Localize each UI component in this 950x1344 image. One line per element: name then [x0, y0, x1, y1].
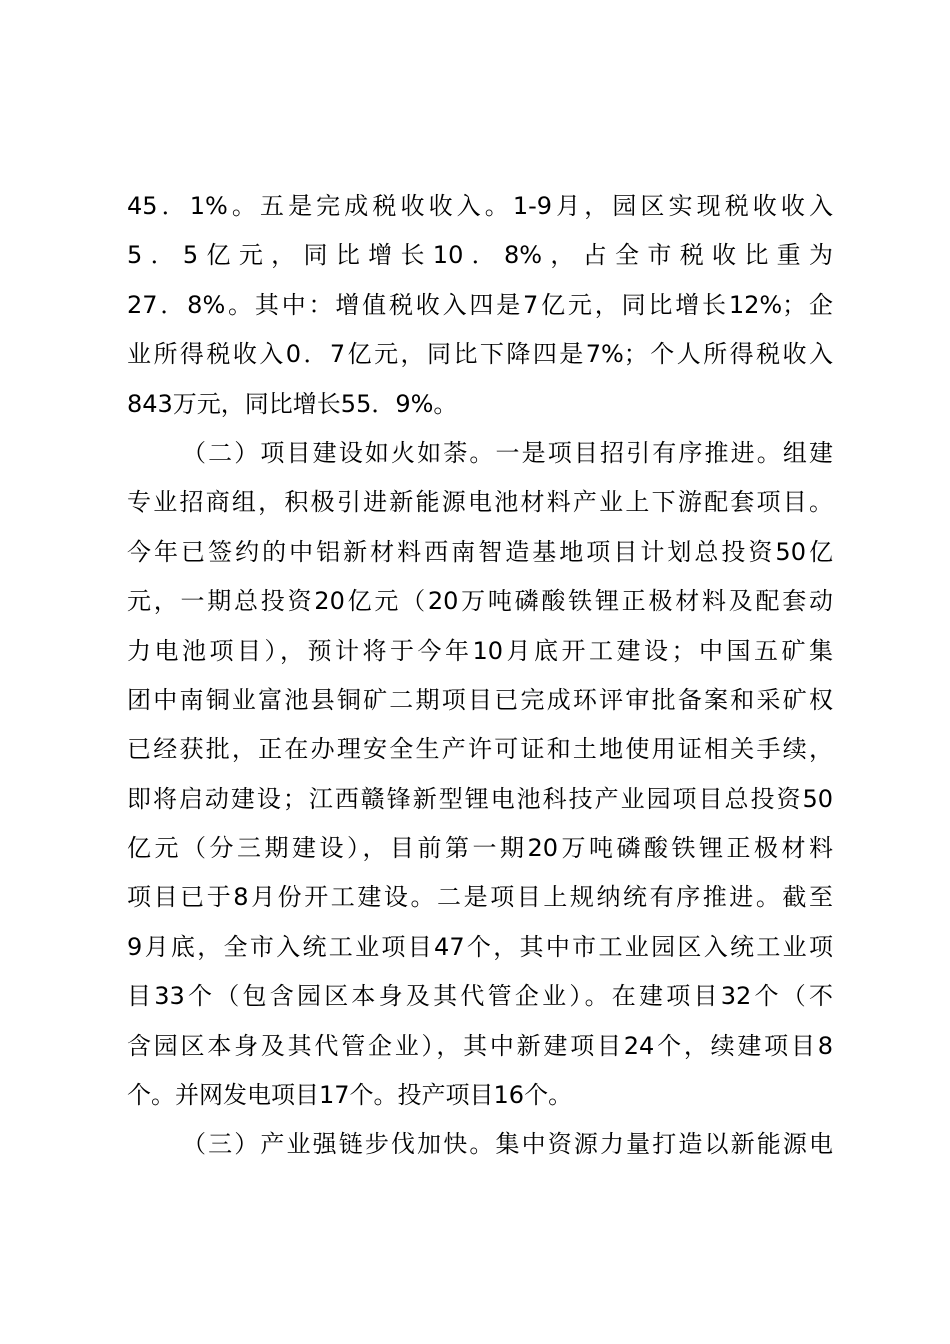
text-line-11: 团中南铜业富池县铜矿二期项目已完成环评审批备案和采矿权	[127, 685, 833, 714]
text-line-10: 力电池项目），预计将于今年10月底开工建设；中国五矿集	[127, 636, 833, 665]
text-line-5: 843万元，同比增长55．9%。	[127, 389, 458, 418]
text-line-7: 专业招商组，积极引进新能源电池材料产业上下游配套项目。	[127, 488, 833, 517]
text-line-9: 元，一期总投资20亿元（20万吨磷酸铁锂正极材料及配套动	[127, 587, 833, 616]
text-line-1: 45．1%。五是完成税收收入。1-9月，园区实现税收收入	[127, 192, 833, 220]
text-line-14: 亿元（分三期建设），目前第一期20万吨磷酸铁锂正极材料	[127, 834, 833, 863]
text-line-12: 已经获批，正在办理安全生产许可证和土地使用证相关手续，	[127, 735, 833, 764]
text-line-4: 业所得税收入0．7亿元，同比下降四是7%；个人所得税收入	[127, 340, 833, 369]
text-line-16: 9月底，全市入统工业项目47个，其中市工业园区入统工业项	[127, 932, 833, 961]
text-line-13: 即将启动建设；江西赣锋新型锂电池科技产业园项目总投资50	[127, 784, 833, 813]
text-line-8: 今年已签约的中铝新材料西南智造基地项目计划总投资50亿	[127, 537, 833, 566]
text-line-20: （三）产业强链步伐加快。集中资源力量打造以新能源电	[182, 1130, 833, 1159]
text-line-17: 目33个（包含园区本身及其代管企业）。在建项目32个（不	[127, 982, 833, 1011]
body-text	[127, 182, 833, 1170]
text-line-3: 27．8%。其中：增值税收入四是7亿元，同比增长12%；企	[127, 290, 833, 319]
text-line-2: 5．5亿元，同比增长10．8%，占全市税收比重为	[127, 241, 833, 270]
text-line-19: 个。并网发电项目17个。投产项目16个。	[127, 1081, 573, 1110]
text-line-18: 含园区本身及其代管企业），其中新建项目24个，续建项目8	[127, 1031, 833, 1060]
text-line-15: 项目已于8月份开工建设。二是项目上规纳统有序推进。截至	[127, 883, 833, 912]
text-line-6: （二）项目建设如火如荼。一是项目招引有序推进。组建	[182, 438, 833, 467]
